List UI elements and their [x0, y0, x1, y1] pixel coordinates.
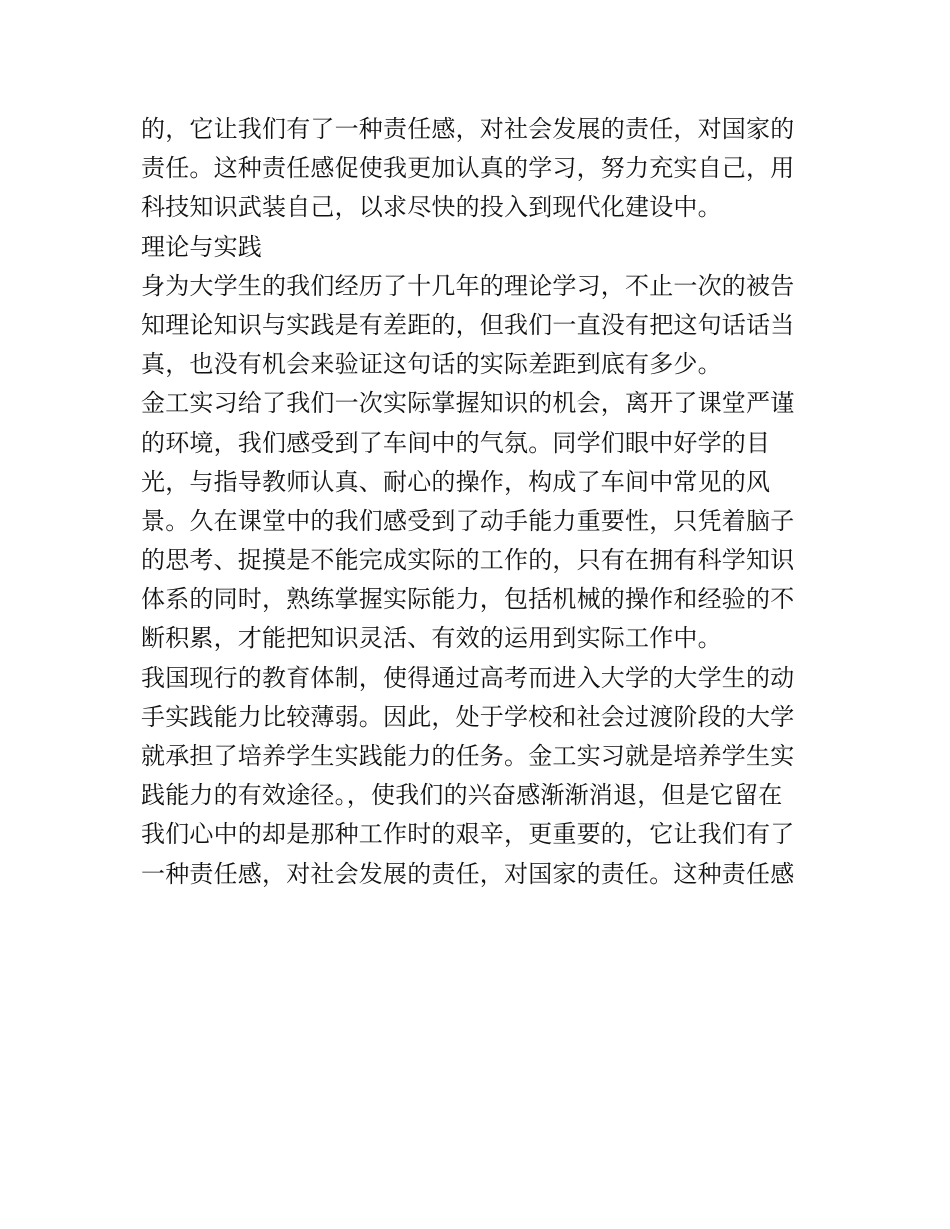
text-line: 金工实习给了我们一次实际掌握知识的机会，离开了课堂严谨	[141, 389, 795, 418]
text-line: 就承担了培养学生实践能力的任务。金工实习就是培养学生实	[141, 742, 795, 770]
text-line: 我们心中的却是那种工作时的艰辛，更重要的，它让我们有了	[141, 820, 795, 849]
text-line: 科技知识武装自己，以求尽快的投入到现代化建设中。	[141, 193, 722, 222]
text-line: 知理论知识与实践是有差距的，但我们一直没有把这句话话当	[141, 310, 795, 339]
text-line: 身为大学生的我们经历了十几年的理论学习，不止一次的被告	[141, 271, 795, 300]
text-line: 践能力的有效途径。，使我们的兴奋感渐渐消退，但是它留在	[141, 781, 783, 810]
text-line: 景。久在课堂中的我们感受到了动手能力重要性，只凭着脑子	[141, 506, 795, 535]
text-line: 一种责任感，对社会发展的责任，对国家的责任。这种责任感	[141, 859, 795, 888]
text-line: 责任。这种责任感促使我更加认真的学习，努力充实自己，用	[141, 154, 795, 183]
text-line: 体系的同时，熟练掌握实际能力，包括机械的操作和经验的不	[141, 585, 795, 614]
text-line: 的思考、捉摸是不能完成实际的工作的，只有在拥有科学知识	[141, 546, 795, 575]
text-line: 我国现行的教育体制，使得通过高考而进入大学的大学生的动	[141, 663, 795, 692]
document-body	[141, 110, 813, 894]
text-line: 手实践能力比较薄弱。因此，处于学校和社会过渡阶段的大学	[141, 702, 795, 731]
text-line: 的，它让我们有了一种责任感，对社会发展的责任，对国家的	[141, 115, 795, 143]
text-line: 的环境，我们感受到了车间中的气氛。同学们眼中好学的目	[141, 428, 771, 457]
section-heading: 理论与实践	[141, 232, 262, 261]
text-line: 光，与指导教师认真、耐心的操作，构成了车间中常见的风	[141, 467, 771, 496]
text-line: 断积累，才能把知识灵活、有效的运用到实际工作中。	[141, 624, 722, 653]
text-line: 真，也没有机会来验证这句话的实际差距到底有多少。	[141, 350, 722, 379]
